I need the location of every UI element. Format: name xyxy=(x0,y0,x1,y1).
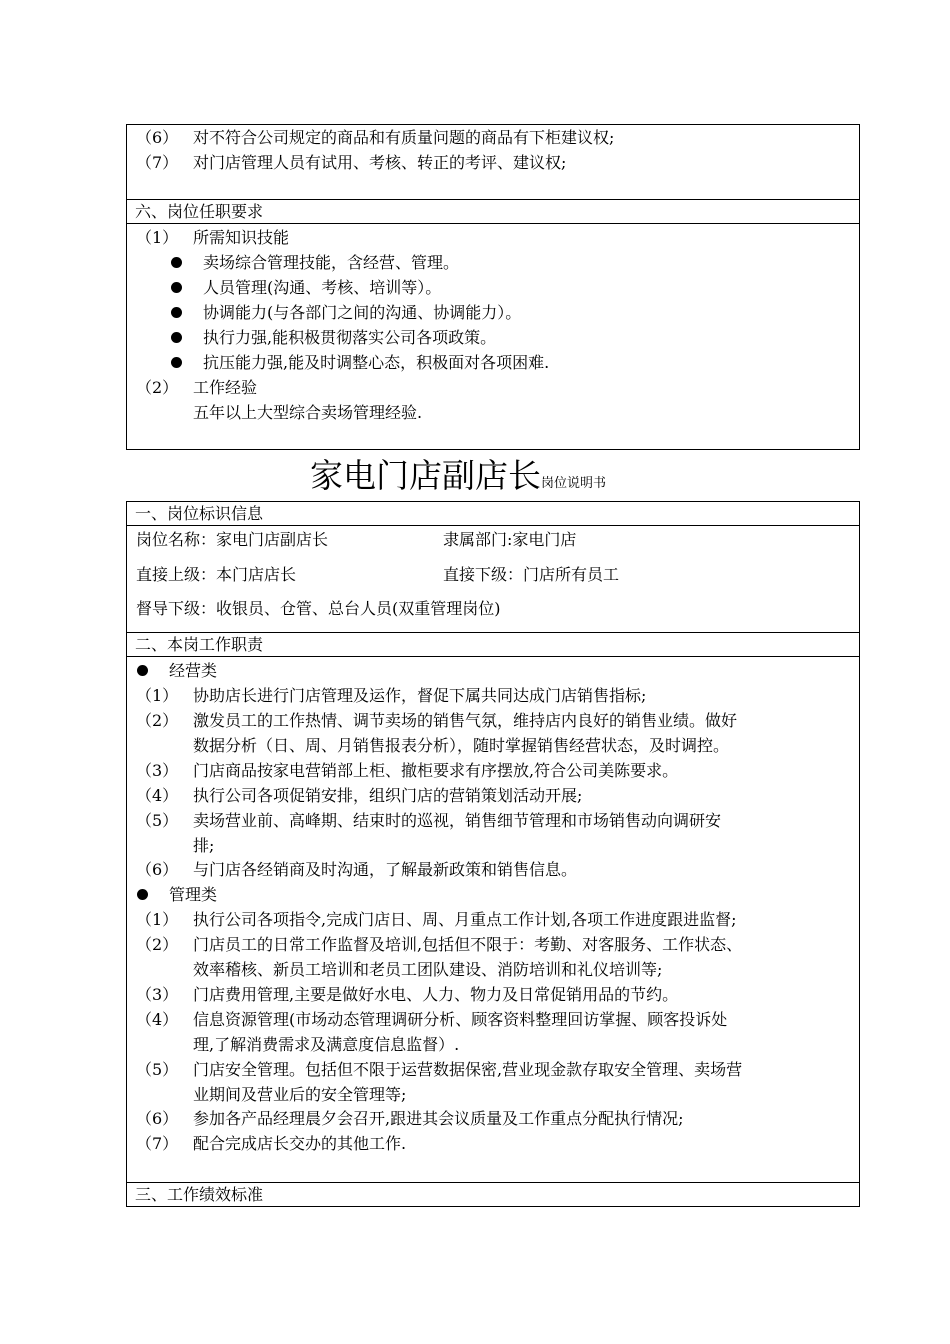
knowledge-number: （1） xyxy=(136,228,179,247)
experience-number: （2） xyxy=(136,378,179,397)
title-suffix: 岗位说明书 xyxy=(541,476,607,491)
position-name: 岗位名称：家电门店副店长 xyxy=(136,530,329,549)
section-header-requirements: 六、岗位任职要求 xyxy=(126,199,860,224)
duty-number: （2） xyxy=(136,935,179,954)
duty-number: （4） xyxy=(136,1010,179,1029)
duty-text: 门店安全管理。包括但不限于运营数据保密,营业现金款存取安全管理、卖场营 xyxy=(193,1060,743,1079)
bullet-icon xyxy=(171,307,182,318)
bullet-icon xyxy=(171,332,182,343)
bullet-text: 人员管理(沟通、考核、培训等）。 xyxy=(203,278,442,297)
duty-number: （4） xyxy=(136,786,179,805)
section-header-performance: 三、工作绩效标准 xyxy=(126,1182,860,1207)
department: 隶属部门:家电门店 xyxy=(443,530,577,549)
experience-label: 工作经验 xyxy=(193,378,258,397)
duty-number: （7） xyxy=(136,1134,179,1153)
duty-text: 与门店各经销商及时沟通，了解最新政策和销售信息。 xyxy=(193,860,578,879)
duty-text: 效率稽核、新员工培训和老员工团队建设、消防培训和礼仪培训等; xyxy=(193,960,663,979)
category-operation: 经营类 xyxy=(169,661,218,680)
bullet-text: 协调能力(与各部门之间的沟通、协调能力）。 xyxy=(203,303,522,322)
duty-text: 参加各产品经理晨夕会召开,跟进其会议质量及工作重点分配执行情况; xyxy=(193,1109,684,1128)
duty-text: 激发员工的工作热情、调节卖场的销售气氛，维持店内良好的销售业绩。做好 xyxy=(193,711,738,730)
item-text: 对不符合公司规定的商品和有质量问题的商品有下柜建议权; xyxy=(193,128,615,147)
experience-text: 五年以上大型综合卖场管理经验. xyxy=(193,403,423,422)
duty-number: （2） xyxy=(136,711,179,730)
item-number: （7） xyxy=(136,153,179,172)
item-text: 对门店管理人员有试用、考核、转正的考评、建议权; xyxy=(193,153,567,172)
section-header-duties: 二、本岗工作职责 xyxy=(126,632,860,657)
duty-number: （3） xyxy=(136,985,179,1004)
duty-text: 配合完成店长交办的其他工作. xyxy=(193,1134,407,1153)
duty-text: 门店员工的日常工作监督及培训,包括但不限于：考勤、对客服务、工作状态、 xyxy=(193,935,743,954)
bullet-icon xyxy=(171,282,182,293)
bullet-icon xyxy=(137,665,148,676)
supervised-staff: 督导下级：收银员、仓管、总台人员(双重管理岗位) xyxy=(136,599,501,618)
duty-number: （5） xyxy=(136,811,179,830)
duty-text: 卖场营业前、高峰期、结束时的巡视，销售细节管理和市场销售动向调研安 xyxy=(193,811,722,830)
duty-text: 执行公司各项指令,完成门店日、周、月重点工作计划,各项工作进度跟进监督; xyxy=(193,910,737,929)
duty-text: 业期间及营业后的安全管理等; xyxy=(193,1085,407,1104)
bullet-text: 卖场综合管理技能，含经营、管理。 xyxy=(203,253,460,272)
duty-text: 数据分析（日、周、月销售报表分析），随时掌握销售经营状态，及时调控。 xyxy=(193,736,730,755)
duty-text: 门店商品按家电营销部上柜、撤柜要求有序摆放,符合公司美陈要求。 xyxy=(193,761,679,780)
duty-text: 协助店长进行门店管理及运作，督促下属共同达成门店销售指标; xyxy=(193,686,647,705)
duty-number: （5） xyxy=(136,1060,179,1079)
direct-subordinate: 直接下级：门店所有员工 xyxy=(443,565,620,584)
duty-number: （3） xyxy=(136,761,179,780)
duty-number: （6） xyxy=(136,1109,179,1128)
bullet-text: 抗压能力强,能及时调整心态，积极面对各项困难. xyxy=(203,353,550,372)
duty-text: 门店费用管理,主要是做好水电、人力、物力及日常促销用品的节约。 xyxy=(193,985,679,1004)
duty-number: （1） xyxy=(136,910,179,929)
direct-superior: 直接上级：本门店店长 xyxy=(136,565,297,584)
bullet-icon xyxy=(171,357,182,368)
duty-number: （1） xyxy=(136,686,179,705)
document-title xyxy=(310,452,606,508)
duty-text: 信息资源管理(市场动态管理调研分析、顾客资料整理回访掌握、顾客投诉处 xyxy=(193,1010,728,1029)
duty-text: 执行公司各项促销安排，组织门店的营销策划活动开展; xyxy=(193,786,583,805)
bullet-text: 执行力强,能积极贯彻落实公司各项政策。 xyxy=(203,328,497,347)
knowledge-label: 所需知识技能 xyxy=(193,228,290,247)
bullet-icon xyxy=(171,257,182,268)
duty-number: （6） xyxy=(136,860,179,879)
duty-text: 排; xyxy=(193,836,215,855)
item-number: （6） xyxy=(136,128,179,147)
category-management: 管理类 xyxy=(169,885,218,904)
section-header-identity: 一、岗位标识信息 xyxy=(126,501,860,526)
bullet-icon xyxy=(137,889,148,900)
title-main: 家电门店副店长 xyxy=(310,456,541,495)
duty-text: 理,了解消费需求及满意度信息监督）. xyxy=(193,1035,460,1054)
